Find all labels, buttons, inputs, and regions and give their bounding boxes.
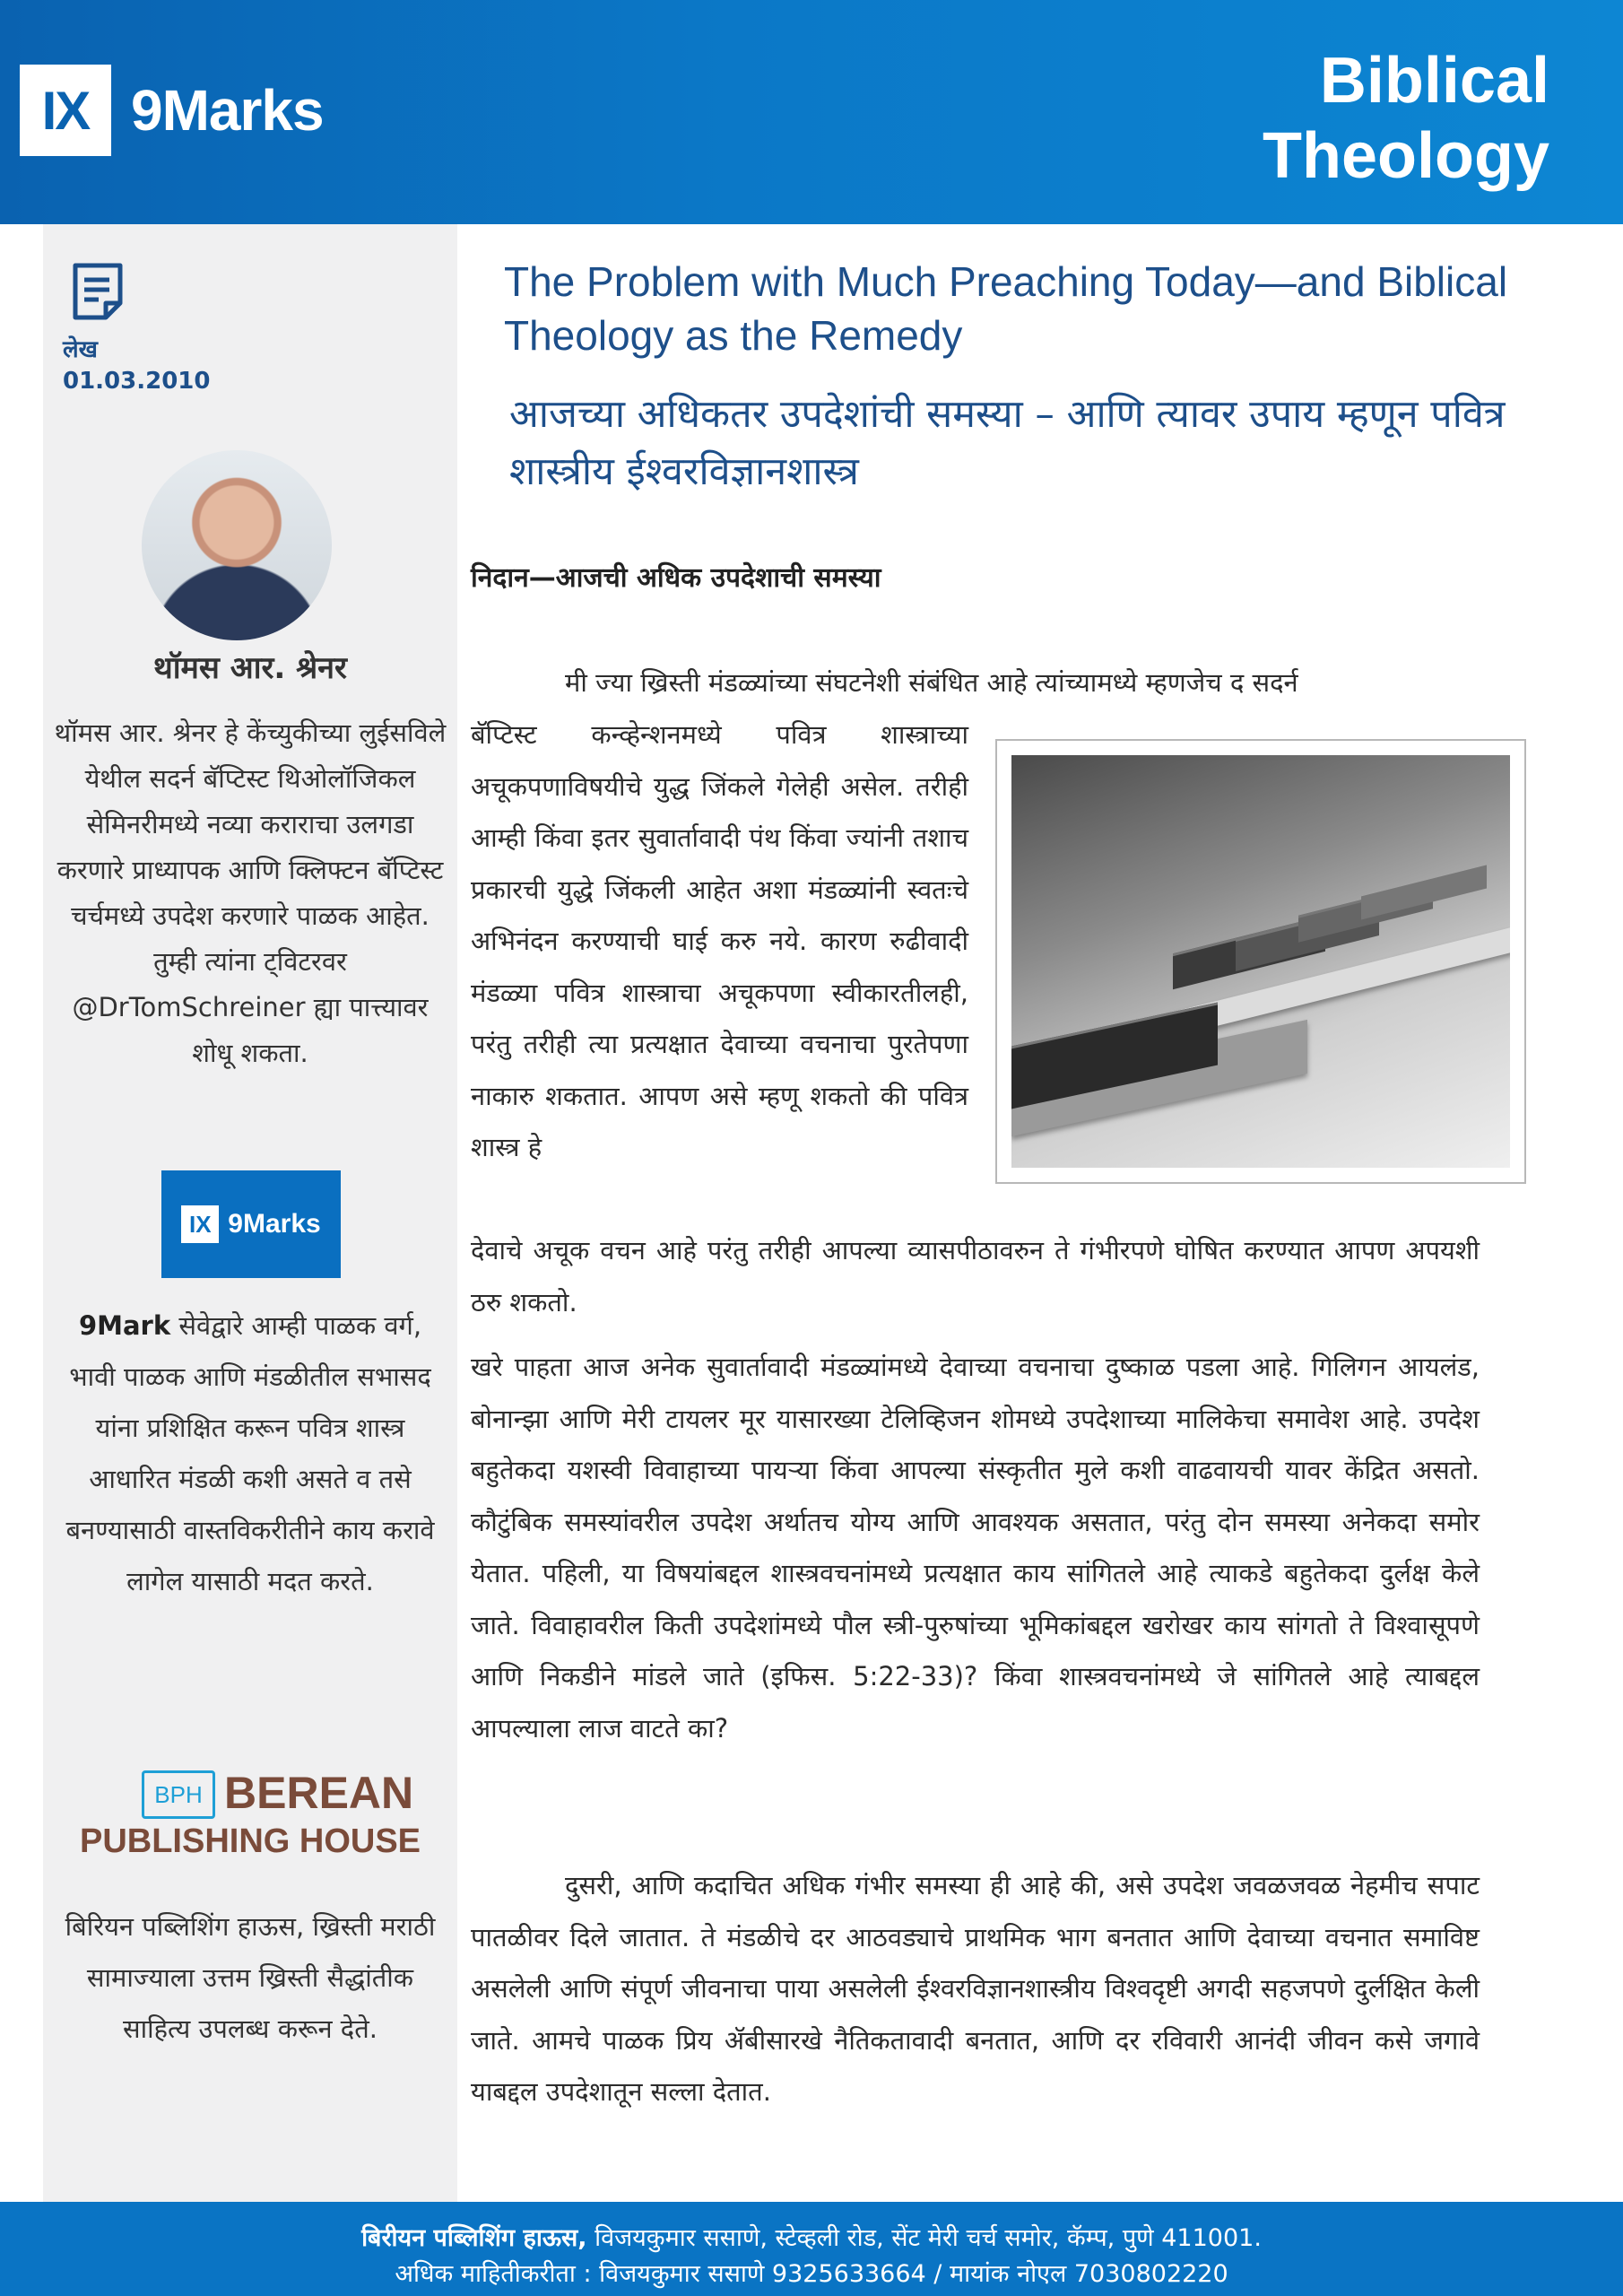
ministry-description	[52, 1300, 448, 1607]
publisher-word2: PUBLISHING HOUSE	[79, 1822, 421, 1860]
footer-contact-line: अधिक माहितीकरीता : विजयकुमार ससाणे 9325633664 / मायांक नोएल 7030802220	[395, 2260, 1228, 2288]
footer-address: विजयकुमार ससाणे, स्टेव्हली रोड, सेंट मेरी चर्च समोर, कॅम्प, पुणे 411001.	[586, 2224, 1262, 2252]
author-bio: थॉमस आर. श्रेनर हे केंच्युकीच्या लुईसविले येथील सदर्न बॅप्टिस्ट थिओलॉजिकल सेमिनरीमध्ये नव्या कराराचा उलगडा करणारे प्राध्यापक आणि क्लिफ्टन बॅप्टिस्ट चर्चमध्ये उपदेश करणारे पाळक आहेत. तुम्ही त्यांना ट्विटरवर @DrTomSchreiner ह्या पात्त्यावर शोधू शकता.	[54, 718, 447, 1068]
paragraph-1-rest: देवाचे अचूक वचन आहे परंतु तरीही आपल्या व्यासपीठावरुन ते गंभीरपणे घोषित करण्यात आपण अपयशी ठरु शकतो.	[471, 1235, 1480, 1318]
article-type: लेख	[63, 336, 98, 363]
paragraph-2: खरे पाहता आज अनेक सुवार्तावादी मंडळ्यांमध्ये देवाच्या वचनाचा दुष्काळ पडला आहे. गिलिगन आयलंड, बोनान्झा आणि मेरी टायलर मूर यासारख्या टेलिव्हिजन शोमध्ये उपदेशाच्या मालिकेचा समावेश आहे. उपदेश बहुतेकदा यशस्वी विवाहाच्या पायऱ्या किंवा आपल्या संस्कृतीत मुले कशी वाढवायची यावर केंद्रित असतो. कौटुंबिक समस्यांवरील उपदेश अर्थातच योग्य आणि आवश्यक असतात, परंतु दोन समस्या अनेकदा समोर येतात. पहिली, या विषयांबद्दल शास्त्रवचनांमध्ये प्रत्यक्षात काय सांगितले आहे त्याकडे बहुतेकदा दुर्लक्ष केले जाते. विवाहावरील किती उपदेशांमध्ये पौल स्त्री-पुरुषांच्या भूमिकांबद्दल खरोखर काय सांगतो ते विश्वासूपणे आणि निकडीने मांडले जाते (इफिस. 5:22-33)? किंवा शास्त्रवचनांमध्ये जे सांगितले आहे त्याबद्दल आपल्याला लाज वाटते का?	[471, 1352, 1480, 1744]
header-title-line1: Biblical	[1319, 45, 1549, 117]
logo-name: 9Marks	[131, 78, 324, 143]
ministry-name: 9Mark	[78, 1310, 171, 1341]
mini-logo-name: 9Marks	[228, 1209, 321, 1239]
photo-book	[1361, 865, 1487, 920]
article-title-marathi: आजच्या अधिकतर उपदेशांची समस्या – आणि त्यावर उपाय म्हणून पवित्र शास्त्रीय ईश्वरविज्ञानशास्त्र	[509, 392, 1506, 494]
author-avatar	[142, 450, 332, 640]
logo-mark: IX	[20, 65, 111, 156]
footer-org-name: बिरीयन पब्लिशिंग हाऊस,	[361, 2224, 587, 2252]
mini-logo-mark: IX	[181, 1205, 219, 1243]
header-title-line2: Theology	[1263, 120, 1549, 192]
9marks-mini-logo	[161, 1170, 341, 1278]
page-header	[0, 0, 1623, 224]
9marks-logo	[20, 65, 324, 156]
publisher-description: बिरियन पब्लिशिंग हाऊस, ख्रिस्ती मराठी सामाज्याला उत्तम ख्रिस्ती सैद्धांतीक साहित्य उपलब्ध करून देते.	[65, 1911, 436, 2044]
sidebar	[43, 224, 457, 2202]
publisher-word1: BEREAN	[224, 1768, 414, 1818]
article-title-english: The Problem with Much Preaching Today—and Biblical Theology as the Remedy	[504, 258, 1508, 359]
section-heading: निदान—आजची अधिक उपदेशाची समस्या	[471, 562, 881, 594]
document-icon	[68, 262, 127, 321]
header-title	[1263, 43, 1549, 194]
author-name: थॉमस आर. श्रेनर	[153, 650, 347, 686]
page-footer	[0, 2202, 1623, 2296]
photo-image	[1011, 755, 1510, 1168]
berean-publishing-logo	[79, 1767, 421, 1866]
paragraph-3: दुसरी, आणि कदाचित अधिक गंभीर समस्या ही आहे की, असे उपदेश जवळजवळ नेहमीच सपाट पातळीवर दिले जातात. ते मंडळीचे दर आठवड्याचे प्राथमिक भाग बनतात आणि देवाच्या वचनात समाविष्ट असलेली आणि संपूर्ण जीवनाचा पाया असलेली ईश्वरविज्ञानशास्त्रीय विश्वदृष्टी अगदी सहजपणे दुर्लक्षित केली जाते. आमचे पाळक प्रिय ॲबीसारखे नैतिकतावादी बनतात, आणि दर रविवारी आनंदी जीवन कसे जगावे याबद्दल उपदेशातून सल्ला देतात.	[471, 1870, 1480, 2107]
paragraph-1-wrapped: बॅप्टिस्ट कन्व्हेन्शनमध्ये पवित्र शास्त्राच्या अचूकपणाविषयीचे युद्ध जिंकले गेलेही असेल. तरीही आम्ही किंवा इतर सुवार्तावादी पंथ किंवा ज्यांनी तशाच प्रकारची युद्धे जिंकली आहेत अशा मंडळ्यांनी स्वतःचे अभिनंदन करण्याची घाई करु नये. कारण रुढीवादी मंडळ्या पवित्र शास्त्राचा अचूकपणा स्वीकारतीलही, परंतु तरीही त्या प्रत्यक्षात देवाच्या वचनाचा पुरतेपणा नाकारु शकतात. आपण असे म्हणू शकतो की पवित्र शास्त्र हे	[471, 719, 968, 1162]
footer-address-line	[0, 2220, 1623, 2253]
ministry-text: सेवेद्वारे आम्ही पाळक वर्ग, भावी पाळक आणि मंडळीतील सभासद यांना प्रशिक्षित करून पवित्र शास्त्र आधारित मंडळी कशी असते व तसे बनण्यासाठी वास्तविकरीतीने काय करावे लागेल यासाठी मदत करते.	[65, 1310, 435, 1596]
article-date: 01.03.2010	[63, 368, 211, 395]
bible-shelf-photo	[995, 739, 1526, 1184]
bph-book-icon: BPH	[142, 1770, 215, 1819]
paragraph-1-first-line: मी ज्या ख्रिस्ती मंडळ्यांच्या संघटनेशी संबंधित आहे त्यांच्यामध्ये म्हणजेच द सदर्न	[565, 667, 1298, 698]
